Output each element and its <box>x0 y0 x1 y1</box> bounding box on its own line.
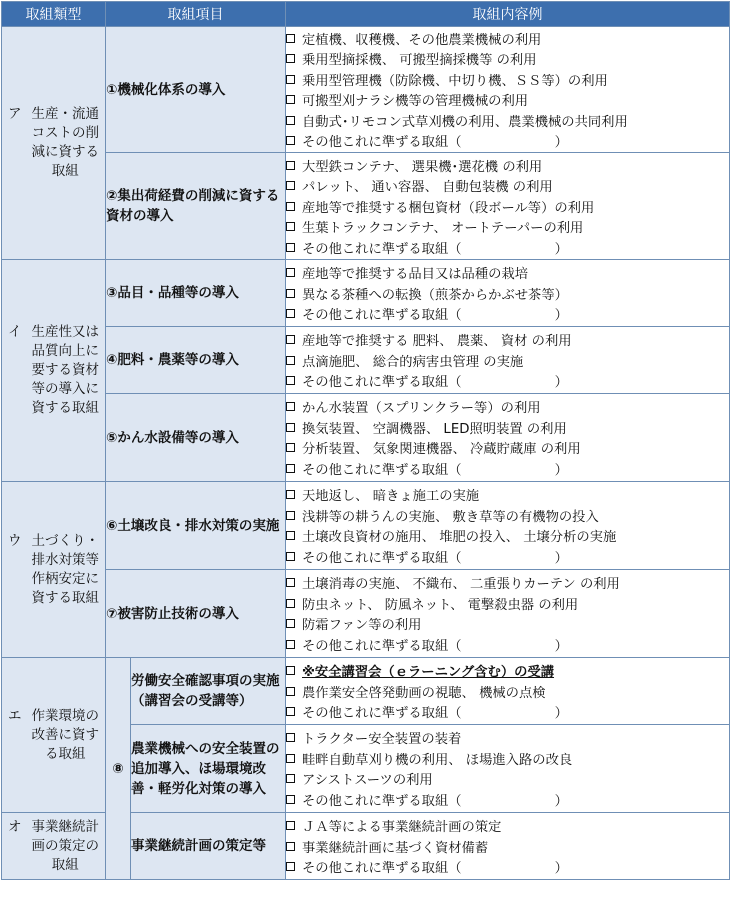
example-text: ※安全講習会（ｅラーニング含む）の受講 <box>302 665 555 680</box>
table-row <box>2 27 730 153</box>
checkbox-icon[interactable] <box>286 335 295 344</box>
item-8-number: ⑧ <box>106 658 131 880</box>
example-text: その他これに準ずる取組（ ） <box>302 241 568 257</box>
example-item <box>286 28 729 49</box>
checkbox-icon[interactable] <box>286 795 295 804</box>
example-text: その他これに準ずる取組（ ） <box>302 308 568 323</box>
checkbox-icon[interactable] <box>286 289 295 298</box>
category-text: 生産・流通コストの削減に資する取組 <box>31 106 99 179</box>
examples-1 <box>286 27 730 153</box>
example-text: 点滴施肥、 総合的病害虫管理 の実施 <box>302 354 524 370</box>
example-text: 土壌消毒の実施、 不織布、 二重張りカーテン の利用 <box>302 577 620 593</box>
checkbox-icon[interactable] <box>286 552 295 561</box>
table-row <box>2 327 730 394</box>
checkbox-icon[interactable] <box>286 511 295 520</box>
example-text: その他これに準ずる取組（ ） <box>302 638 568 654</box>
example-item <box>286 856 729 877</box>
header-row <box>2 2 730 27</box>
checkbox-icon[interactable] <box>286 268 295 277</box>
checkbox-icon[interactable] <box>286 95 295 104</box>
checkbox-icon[interactable] <box>286 34 295 43</box>
example-text: パレット、 通い容器、 自動包装機 の利用 <box>302 180 553 195</box>
example-item <box>286 526 729 547</box>
header-item: 取組項目 <box>106 2 286 27</box>
category-u <box>2 482 106 658</box>
checkbox-icon[interactable] <box>286 666 295 675</box>
example-text: 自動式･リモコン式草刈機の利用、農業機械の共同利用 <box>302 114 628 130</box>
checkbox-icon[interactable] <box>286 821 295 830</box>
examples-8c <box>286 813 730 880</box>
category-a <box>2 27 106 260</box>
example-item <box>286 350 729 371</box>
example-item <box>286 789 729 810</box>
example-item <box>286 329 729 350</box>
example-text: その他これに準ずる取組（ ） <box>302 861 568 876</box>
example-text: 換気装置、 空調機器、 LED照明装置 の利用 <box>302 421 567 437</box>
examples-4 <box>286 327 730 394</box>
example-item <box>286 397 729 418</box>
item-3: ③品目・品種等の導入 <box>106 260 286 327</box>
example-text: 農作業安全啓発動画の視聴、 機械の点検 <box>302 685 546 701</box>
category-text: 事業継続計画の策定の取組 <box>31 818 99 873</box>
example-item <box>286 90 729 111</box>
example-item <box>286 175 729 196</box>
example-item <box>286 614 729 635</box>
example-item <box>286 769 729 790</box>
item-6: ⑥土壌改良・排水対策の実施 <box>106 482 286 570</box>
item-5: ⑤かん水設備等の導入 <box>106 394 286 482</box>
example-text: 分析装置、 気象関連機器、 冷蔵貯蔵庫 の利用 <box>302 442 581 458</box>
item-8b: 農業機械への安全装置の追加導入、ほ場環境改善・軽労化対策の導入 <box>131 725 286 813</box>
category-text: 土づくり・排水対策等作柄安定に資する取組 <box>31 532 99 606</box>
example-text: 産地等で推奨する品目又は品種の栽培 <box>302 267 529 282</box>
checkbox-icon[interactable] <box>286 202 295 211</box>
checkbox-icon[interactable] <box>286 490 295 499</box>
checkbox-icon[interactable] <box>286 116 295 125</box>
example-text: トラクター安全装置の装着 <box>302 732 462 748</box>
example-text: 乗用型摘採機、 可搬型摘採機等 の利用 <box>302 53 537 69</box>
example-item <box>286 417 729 438</box>
example-item <box>286 505 729 526</box>
checkbox-icon[interactable] <box>286 423 295 432</box>
example-text: かん水装置（スプリンクラー等）の利用 <box>302 401 541 417</box>
examples-3 <box>286 260 730 327</box>
example-item <box>286 303 729 324</box>
example-text: 浅耕等の耕うんの実施、 敷き草等の有機物の投入 <box>302 509 599 525</box>
category-text: 作業環境の改善に資する取組 <box>31 707 99 762</box>
example-item <box>286 573 729 594</box>
example-item <box>286 681 729 702</box>
table-row <box>2 658 730 725</box>
category-e <box>2 658 106 813</box>
example-item <box>286 458 729 479</box>
category-o <box>2 813 106 880</box>
checkbox-icon[interactable] <box>286 356 295 365</box>
example-item <box>286 748 729 769</box>
measures-table <box>1 1 730 880</box>
example-item <box>286 69 729 90</box>
example-item <box>286 836 729 857</box>
checkbox-icon[interactable] <box>286 402 295 411</box>
example-item <box>286 110 729 131</box>
checkbox-icon[interactable] <box>286 707 295 716</box>
table-row <box>2 394 730 482</box>
checkbox-icon[interactable] <box>286 243 295 252</box>
examples-6 <box>286 482 730 570</box>
item-1: ①機械化体系の導入 <box>106 27 286 153</box>
example-item <box>286 216 729 237</box>
item-4: ④肥料・農薬等の導入 <box>106 327 286 394</box>
table-row <box>2 260 730 327</box>
example-text: その他これに準ずる取組（ ） <box>302 135 568 151</box>
example-item <box>286 701 729 722</box>
checkbox-icon[interactable] <box>286 222 295 231</box>
table-row <box>2 482 730 570</box>
example-text: 防霜ファン等の利用 <box>302 618 422 634</box>
category-mark: オ <box>8 818 22 835</box>
examples-7 <box>286 570 730 658</box>
example-item <box>286 196 729 217</box>
checkbox-icon[interactable] <box>286 599 295 608</box>
examples-2 <box>286 153 730 260</box>
example-text: 天地返し、 暗きょ施工の実施 <box>302 489 480 505</box>
header-examples: 取組内容例 <box>286 2 730 27</box>
example-text: ＪＡ等による事業継続計画の策定 <box>302 820 502 835</box>
example-text: 乗用型管理機（防除機、中切り機、ＳＳ等）の利用 <box>302 73 608 89</box>
checkbox-icon[interactable] <box>286 75 295 84</box>
example-text: 生葉トラックコンテナ、 オートテーパーの利用 <box>302 221 584 236</box>
checkbox-icon[interactable] <box>286 842 295 851</box>
example-item <box>286 485 729 506</box>
example-text: 可搬型刈ナラシ機等の管理機械の利用 <box>302 94 529 110</box>
example-text: 異なる茶種への転換（煎茶からかぶせ茶等） <box>302 287 568 303</box>
example-text: 産地等で推奨する梱包資材（段ボール等）の利用 <box>302 200 595 216</box>
checkbox-icon[interactable] <box>286 181 295 190</box>
table-row <box>2 570 730 658</box>
checkbox-icon[interactable] <box>286 754 295 763</box>
example-item <box>286 634 729 655</box>
checkbox-icon[interactable] <box>286 443 295 452</box>
example-text: その他これに準ずる取組（ ） <box>302 375 568 390</box>
example-item <box>286 815 729 836</box>
category-text: 生産性又は品質向上に要する資材等の導入に資する取組 <box>31 324 99 416</box>
checkbox-icon[interactable] <box>286 862 295 871</box>
checkbox-icon[interactable] <box>286 733 295 742</box>
checkbox-icon[interactable] <box>286 687 295 696</box>
header-type: 取組類型 <box>2 2 106 27</box>
example-item <box>286 283 729 304</box>
example-text: その他これに準ずる取組（ ） <box>302 793 568 809</box>
example-item <box>286 237 729 258</box>
category-mark: ウ <box>8 532 22 549</box>
example-text: 定植機、収穫機、その他農業機械の利用 <box>302 32 542 48</box>
example-item <box>286 593 729 614</box>
example-text: 防虫ネット、 防風ネット、 電撃殺虫器 の利用 <box>302 597 579 613</box>
example-text: 大型鉄コンテナ、 選果機･選花機 の利用 <box>302 159 543 175</box>
example-text: その他これに準ずる取組（ ） <box>302 462 568 478</box>
examples-5 <box>286 394 730 482</box>
table-row <box>2 153 730 260</box>
category-i <box>2 260 106 482</box>
example-item <box>286 660 729 681</box>
checkbox-icon[interactable] <box>286 578 295 587</box>
example-item <box>286 728 729 749</box>
example-text: その他これに準ずる取組（ ） <box>302 706 568 721</box>
checkbox-icon[interactable] <box>286 640 295 649</box>
example-text: 土壌改良資材の施用、 堆肥の投入、 土壌分析の実施 <box>302 530 617 546</box>
checkbox-icon[interactable] <box>286 136 295 145</box>
example-text: 事業継続計画に基づく資材備蓄 <box>302 840 489 856</box>
checkbox-icon[interactable] <box>286 376 295 385</box>
item-8a: 労働安全確認事項の実施（講習会の受講等） <box>131 658 286 725</box>
example-item <box>286 370 729 391</box>
example-item <box>286 155 729 176</box>
checkbox-icon[interactable] <box>286 54 295 63</box>
example-item <box>286 438 729 459</box>
checkbox-icon[interactable] <box>286 309 295 318</box>
item-7: ⑦被害防止技術の導入 <box>106 570 286 658</box>
examples-8a <box>286 658 730 725</box>
checkbox-icon[interactable] <box>286 619 295 628</box>
example-item <box>286 131 729 152</box>
example-item <box>286 49 729 70</box>
example-text: アシストスーツの利用 <box>302 773 433 789</box>
example-item <box>286 262 729 283</box>
category-mark: エ <box>8 707 22 724</box>
example-text: その他これに準ずる取組（ ） <box>302 550 568 566</box>
checkbox-icon[interactable] <box>286 161 295 170</box>
category-mark: ア <box>8 106 22 122</box>
checkbox-icon[interactable] <box>286 774 295 783</box>
checkbox-icon[interactable] <box>286 531 295 540</box>
category-mark: イ <box>8 324 22 340</box>
item-2: ②集出荷経費の削減に資する資材の導入 <box>106 153 286 260</box>
item-8c: 事業継続計画の策定等 <box>131 813 286 880</box>
example-item <box>286 546 729 567</box>
examples-8b <box>286 725 730 813</box>
checkbox-icon[interactable] <box>286 464 295 473</box>
example-text: 畦畔自動草刈り機の利用、 ほ場進入路の改良 <box>302 752 573 768</box>
example-text: 産地等で推奨する 肥料、 農薬、 資材 の利用 <box>302 334 572 349</box>
